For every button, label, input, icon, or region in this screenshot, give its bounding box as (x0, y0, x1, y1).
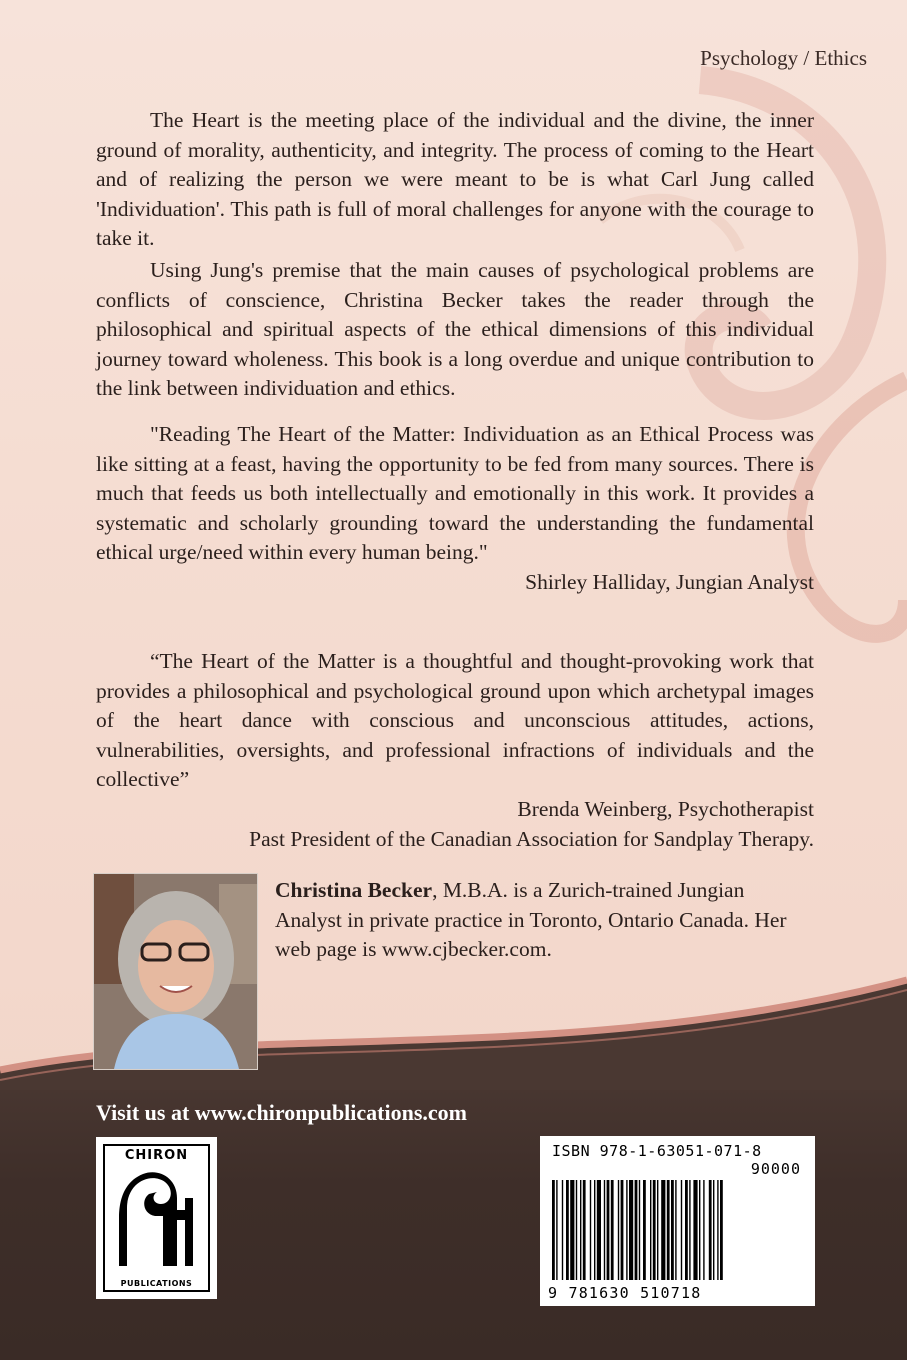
description-paragraph-1: The Heart is the meeting place of the individual and the divine, the inner ground of morality, authenticity, and integrity. The process of coming to the Heart and of realizing the person we were meant to be is what Carl Jung called 'Individuation'. This path is full of moral challenges for anyone with the courage to take it. (96, 108, 814, 251)
barcode-bar (635, 1180, 638, 1280)
barcode-bar (566, 1180, 569, 1280)
isbn-number: ISBN 978-1-63051-071-8 (552, 1142, 762, 1160)
barcode-bar (689, 1180, 690, 1280)
barcode-bar (580, 1180, 581, 1280)
barcode-bar (552, 1180, 555, 1280)
author-photo (93, 873, 258, 1070)
barcode-bar (607, 1180, 610, 1280)
endorsement-2 (96, 647, 814, 854)
category-label: Psychology / Ethics (700, 46, 867, 70)
barcode-bar (703, 1180, 704, 1280)
barcode-bars (552, 1180, 804, 1284)
barcode-bar (618, 1180, 619, 1280)
barcode-bar (583, 1180, 586, 1280)
barcode-digits: 9 781630 510718 (548, 1284, 702, 1302)
description-paragraph-2: Using Jung's premise that the main causes of psychological problems are conflicts of conscience, Christina Becker takes the reader through the philosophical and spiritual aspects of the ethical dimensions of this individual journey toward wholeness. This book is a long overdue and unique contribution to the link between individuation and ethics. (96, 257, 814, 401)
barcode-bar (597, 1180, 601, 1280)
barcode-bar (650, 1180, 651, 1280)
isbn-barcode (540, 1136, 815, 1306)
barcode-bar (604, 1180, 605, 1280)
endorsement-1-text: "Reading The Heart of the Matter: Individuation as an Ethical Process was like sitting at a feast, having the opportunity to be fed from many sources. There is much that feeds us both intellectually and emotionally in this work. It provides a systematic and scholarly grounding toward the understanding the fundamental ethical urge/need within every human being." (96, 422, 814, 565)
chiron-mark-icon (119, 1168, 199, 1268)
barcode-bar (717, 1180, 718, 1280)
publisher-logo (96, 1137, 217, 1299)
logo-top-text: CHIRON (124, 1148, 189, 1163)
endorsement-2-text: “The Heart of the Matter is a thoughtful and thought-provoking work that provides a philosophical and psychological ground upon which archetypal images of the heart dance with conscious and unconscious attitudes, actions, vulnerabilities, oversights, and professional infractions of individuals and the collective” (96, 649, 814, 792)
publisher-website[interactable]: Visit us at www.chironpublications.com (96, 1100, 467, 1125)
barcode-bar (713, 1180, 714, 1280)
barcode-bar (657, 1180, 658, 1280)
book-description (96, 106, 814, 404)
barcode-bar (556, 1180, 557, 1280)
logo-bottom-text: PUBLICATIONS (120, 1279, 193, 1288)
endorsement-1-attribution: Shirley Halliday, Jungian Analyst (525, 569, 814, 594)
barcode-bar (621, 1180, 624, 1280)
barcode-bar (699, 1180, 700, 1280)
barcode-bar (653, 1180, 656, 1280)
barcode-bar (685, 1180, 688, 1280)
endorsement-1 (96, 420, 814, 598)
barcode-bar (709, 1180, 712, 1280)
author-bio-text: , M.B.A. is a Zurich-trained Jungian Analyst in private practice in Toronto, Ontario Canada. Her web page is www.cjbecker.com. (275, 878, 787, 962)
barcode-bar (661, 1180, 665, 1280)
barcode-bar (629, 1180, 633, 1280)
endorsement-2-attribution-1: Brenda Weinberg, Psychotherapist (517, 796, 814, 821)
author-name: Christina Becker (275, 878, 433, 902)
barcode-bar (667, 1180, 670, 1280)
barcode-bar (720, 1180, 723, 1280)
barcode-bar (594, 1180, 595, 1280)
barcode-bar (562, 1180, 563, 1280)
barcode-bar (626, 1180, 627, 1280)
barcode-bar (639, 1180, 640, 1280)
barcode-bar (643, 1180, 646, 1280)
barcode-bar (570, 1180, 574, 1280)
barcode-bar (576, 1180, 577, 1280)
endorsement-2-attribution-2: Past President of the Canadian Association for Sandplay Therapy. (249, 826, 814, 851)
barcode-bar (611, 1180, 614, 1280)
barcode-bar (671, 1180, 674, 1280)
barcode-bar (693, 1180, 697, 1280)
barcode-bar (590, 1180, 591, 1280)
barcode-bar (675, 1180, 676, 1280)
author-bio (275, 876, 815, 965)
price-code: 90000 (750, 1160, 801, 1178)
barcode-bar (681, 1180, 682, 1280)
